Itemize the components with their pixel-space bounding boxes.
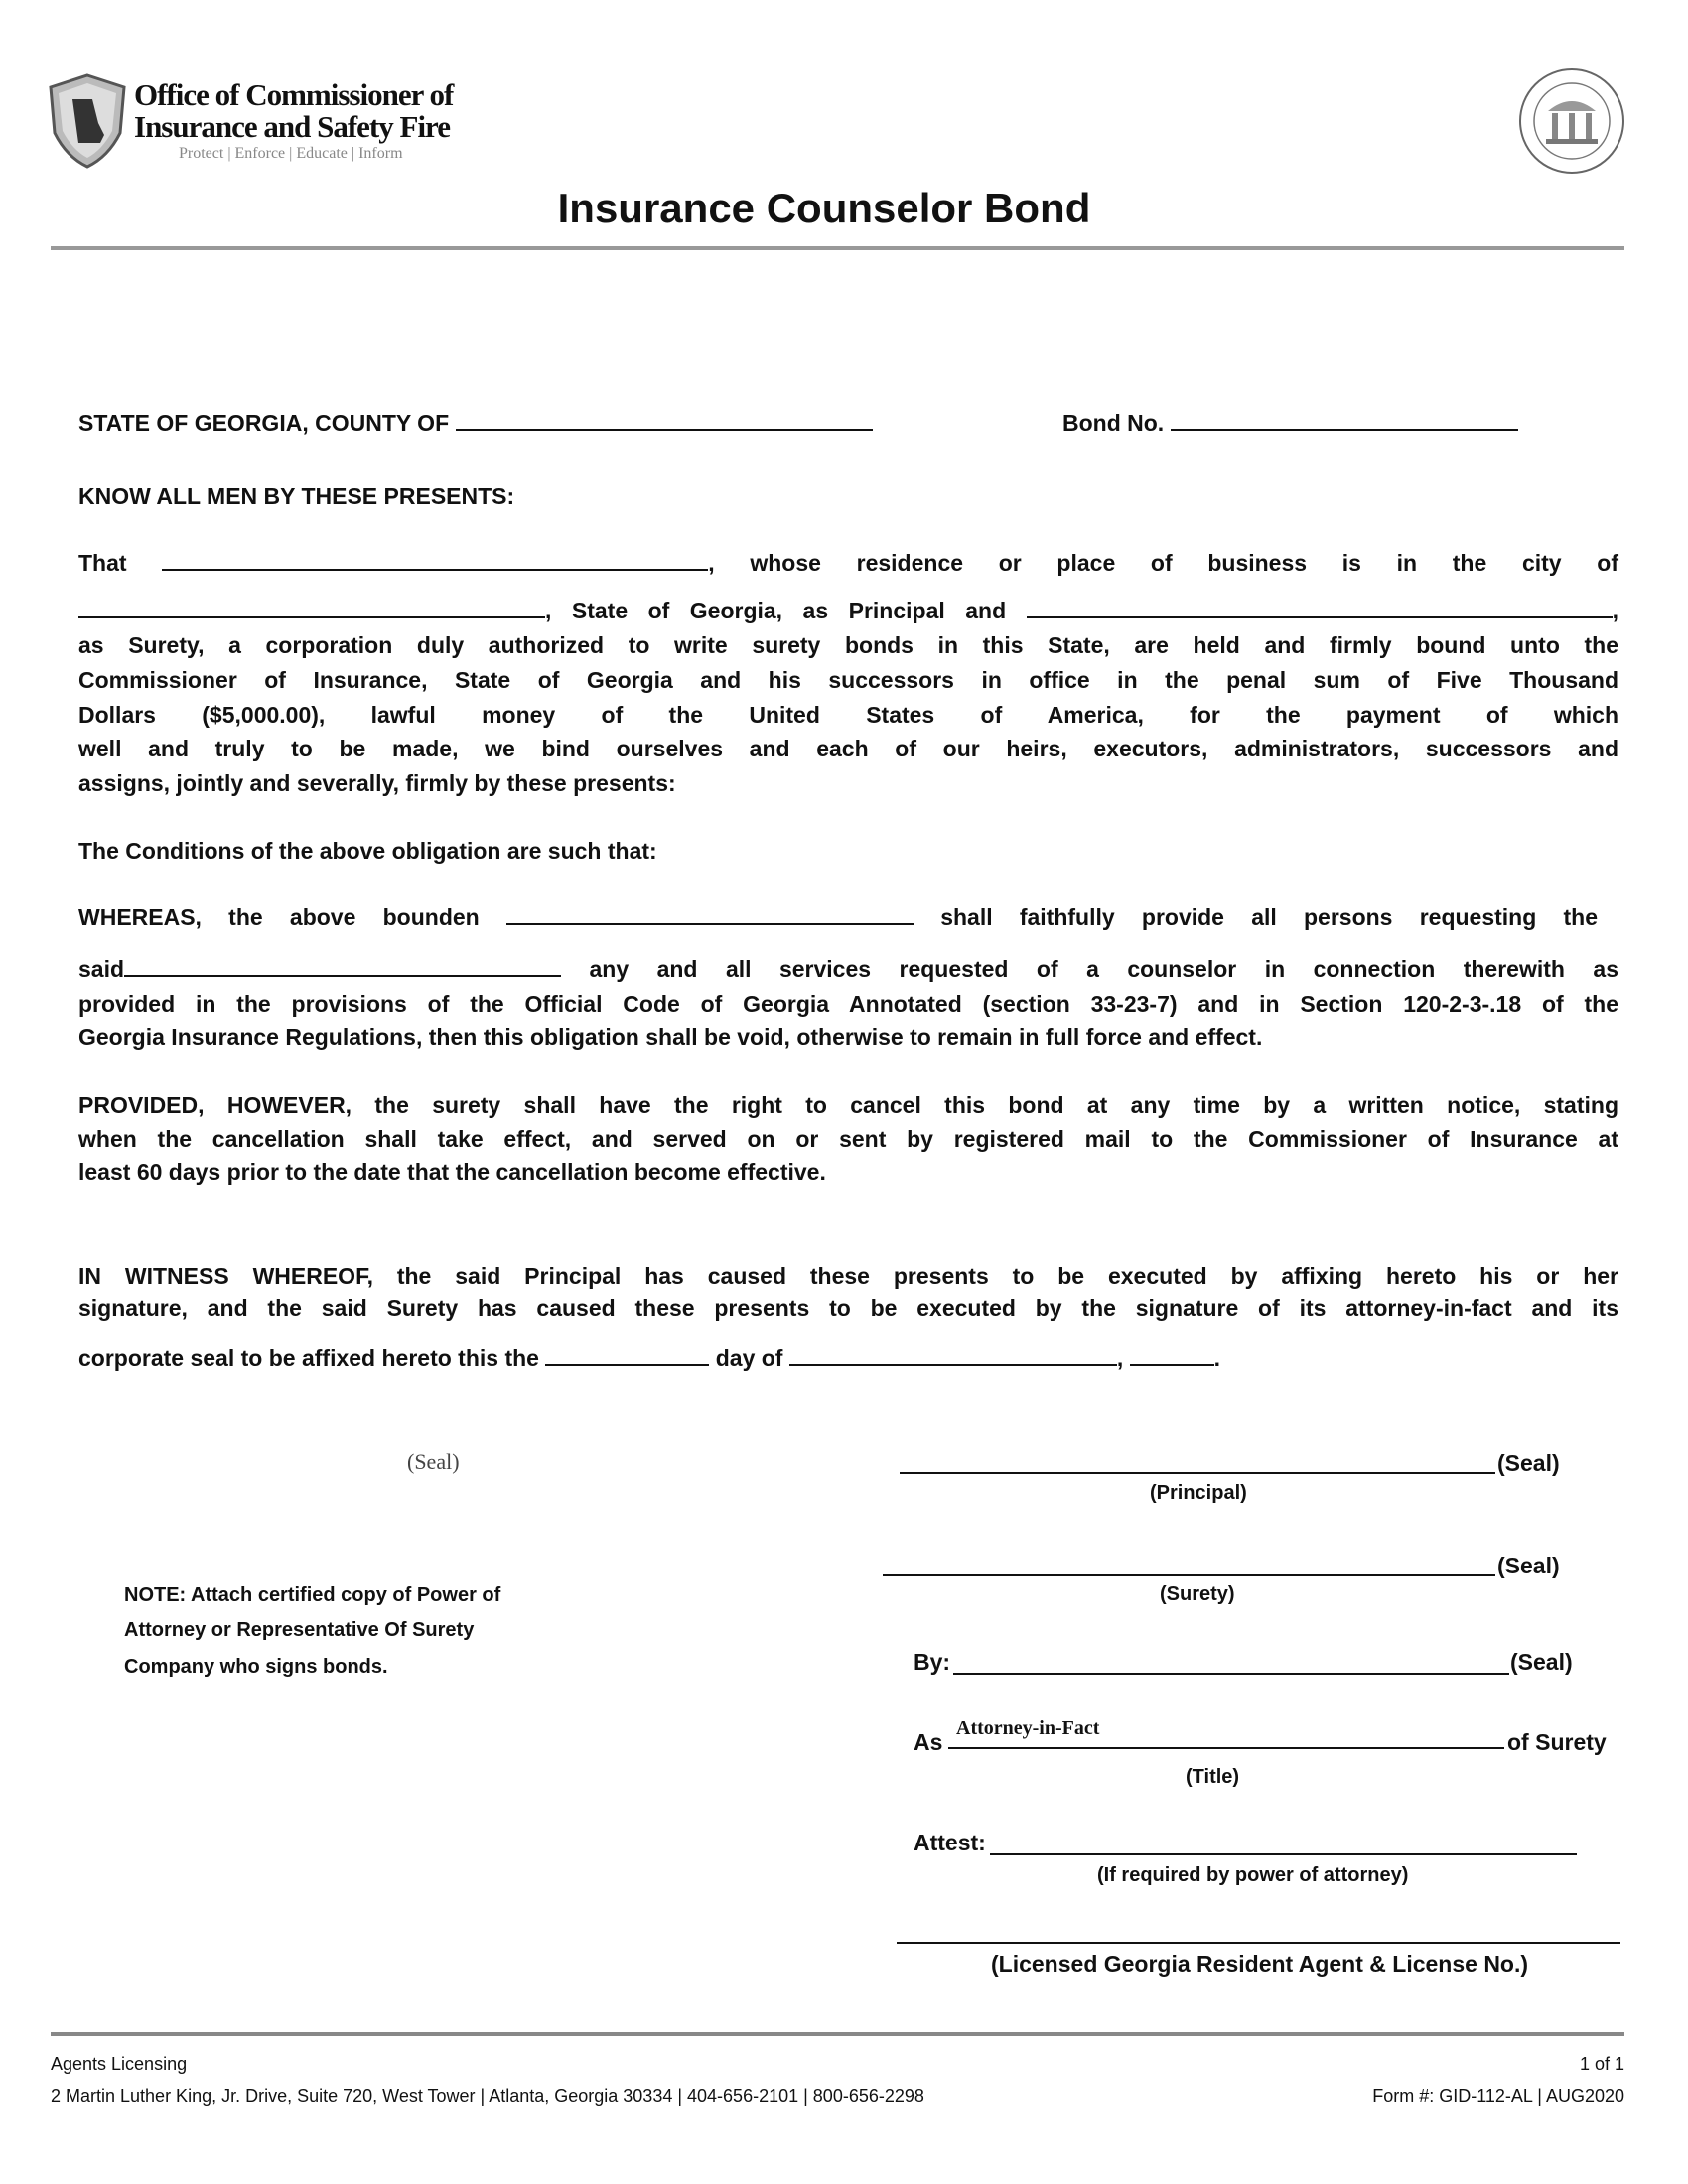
- principal-name-field[interactable]: [162, 549, 708, 571]
- title-caption: (Title): [1186, 1766, 1240, 1788]
- witness-date-text: corporate seal to be affixed hereto this the: [78, 1345, 539, 1371]
- whereas-label: WHEREAS, the above bounden: [78, 904, 480, 930]
- whereas-paragraph-line: provided in the provisions of the Official Code of Georgia Annotated (section 33-23-7) and in Section 120-2-3-.18 of the: [78, 991, 1618, 1017]
- said-text: any and all services requested of a counselor in connection therewith as: [589, 956, 1618, 982]
- bond-paragraph-line: assigns, jointly and severally, firmly by these presents:: [78, 770, 676, 796]
- conditions-heading: The Conditions of the above obligation are such that:: [78, 838, 657, 864]
- by-seal-label: (Seal): [1510, 1649, 1573, 1675]
- bond-no-line: [1062, 409, 1518, 437]
- month-field[interactable]: [789, 1344, 1117, 1366]
- attest-label: Attest:: [914, 1830, 986, 1855]
- of-surety-label: of Surety: [1507, 1729, 1607, 1755]
- bond-paragraph-line: as Surety, a corporation duly authorized to write surety bonds in this State, are held and firmly bound unto the: [78, 632, 1618, 658]
- county-line: [78, 409, 873, 437]
- attest-signature-line[interactable]: [990, 1853, 1577, 1855]
- left-seal-label: (Seal): [407, 1449, 460, 1474]
- principal-caption: (Principal): [1150, 1482, 1247, 1504]
- page-number: 1 of 1: [1579, 2054, 1624, 2074]
- comma: ,: [1116, 1345, 1124, 1371]
- by-label: By:: [914, 1649, 951, 1675]
- whereas-line: [78, 903, 1598, 931]
- as-label: As: [914, 1729, 943, 1755]
- surety-caption: (Surety): [1160, 1583, 1235, 1605]
- provided-line: least 60 days prior to the date that the cancellation become effective.: [78, 1160, 826, 1185]
- day-field[interactable]: [545, 1344, 709, 1366]
- witness-line: signature, and the said Surety has caused these presents to be executed by the signature of its attorney-in-fact and its: [78, 1296, 1618, 1321]
- county-label: STATE OF GEORGIA, COUNTY OF: [78, 410, 450, 436]
- residence-text: , whose residence or place of business is in the city of: [708, 550, 1618, 576]
- bond-no-label: Bond No.: [1062, 410, 1165, 436]
- note-line: NOTE: Attach certified copy of Power of: [124, 1584, 501, 1606]
- bond-paragraph-line: well and truly to be made, we bind ourselves and each of our heirs, executors, administrators, successors and: [78, 736, 1618, 761]
- form-number: Form #: GID-112-AL | AUG2020: [1372, 2086, 1624, 2106]
- attest-caption: (If required by power of attorney): [1097, 1864, 1409, 1886]
- bond-paragraph-line: Dollars ($5,000.00), lawful money of the United States of America, for the payment of which: [78, 702, 1618, 728]
- provided-line: when the cancellation shall take effect, and served on or sent by registered mail to the Commissioner of Insurance at: [78, 1126, 1618, 1152]
- whereas-text: shall faithfully provide all persons requesting the: [940, 904, 1599, 930]
- footer-divider: [51, 2032, 1624, 2036]
- note-line: Attorney or Representative Of Surety: [124, 1619, 475, 1641]
- witness-date-line: [78, 1344, 1220, 1372]
- footer-dept: Agents Licensing: [51, 2054, 188, 2074]
- surety-line: [78, 597, 1618, 624]
- surety-signature-line[interactable]: [883, 1574, 1495, 1576]
- city-field[interactable]: [78, 597, 545, 618]
- georgia-state-seal: [1518, 68, 1625, 175]
- as-title-value[interactable]: Attorney-in-Fact: [956, 1717, 1100, 1739]
- surety-seal-label: (Seal): [1497, 1553, 1560, 1578]
- bond-paragraph-line: Commissioner of Insurance, State of Georgia and his successors in office in the penal sum of Five Thousand: [78, 667, 1618, 693]
- principal-signature-line[interactable]: [900, 1472, 1495, 1474]
- header-divider: [51, 246, 1624, 250]
- that-label: That: [78, 550, 127, 576]
- state-principal-text: , State of Georgia, as Principal and: [545, 598, 1007, 623]
- page-title: Insurance Counselor Bond: [557, 185, 1091, 231]
- agent-caption: (Licensed Georgia Resident Agent & License No.): [991, 1951, 1529, 1977]
- agency-logo: [49, 73, 466, 173]
- agency-tagline: Protect | Enforce | Educate | Inform: [179, 145, 403, 162]
- said-line: [78, 955, 1618, 983]
- bounden-field[interactable]: [506, 903, 914, 925]
- year-field[interactable]: [1130, 1344, 1214, 1366]
- whereas-paragraph-line: Georgia Insurance Regulations, then this obligation shall be void, otherwise to remain in full force and effect.: [78, 1024, 1263, 1050]
- seal-icon: [1518, 68, 1625, 175]
- said-label: said: [78, 956, 125, 982]
- period: .: [1213, 1345, 1221, 1371]
- witness-line: IN WITNESS WHEREOF, the said Principal has caused these presents to be executed by affixing hereto his or her: [78, 1263, 1618, 1289]
- principal-line: [78, 549, 1618, 577]
- county-field[interactable]: [456, 409, 873, 431]
- bond-no-field[interactable]: [1171, 409, 1518, 431]
- by-signature-line[interactable]: [953, 1673, 1509, 1675]
- surety-name-field[interactable]: [1027, 597, 1613, 618]
- agent-signature-line[interactable]: [897, 1942, 1620, 1944]
- footer-address: 2 Martin Luther King, Jr. Drive, Suite 720, West Tower | Atlanta, Georgia 30334 | 404-656-2101 | 800-656-2298: [51, 2086, 924, 2106]
- note-line: Company who signs bonds.: [124, 1656, 388, 1678]
- agency-name-line1: Office of Commissioner of: [134, 77, 454, 112]
- comma: ,: [1612, 598, 1618, 623]
- know-all-heading: KNOW ALL MEN BY THESE PRESENTS:: [78, 483, 515, 509]
- shield-icon: [49, 73, 126, 169]
- agency-name-line2: Insurance and Safety Fire: [134, 109, 451, 144]
- day-of-label: day of: [715, 1345, 783, 1371]
- principal-seal-label: (Seal): [1497, 1450, 1560, 1476]
- as-title-line: [948, 1747, 1504, 1749]
- said-field[interactable]: [124, 955, 561, 977]
- provided-line: PROVIDED, HOWEVER, the surety shall have the right to cancel this bond at any time by a written notice, stating: [78, 1092, 1618, 1118]
